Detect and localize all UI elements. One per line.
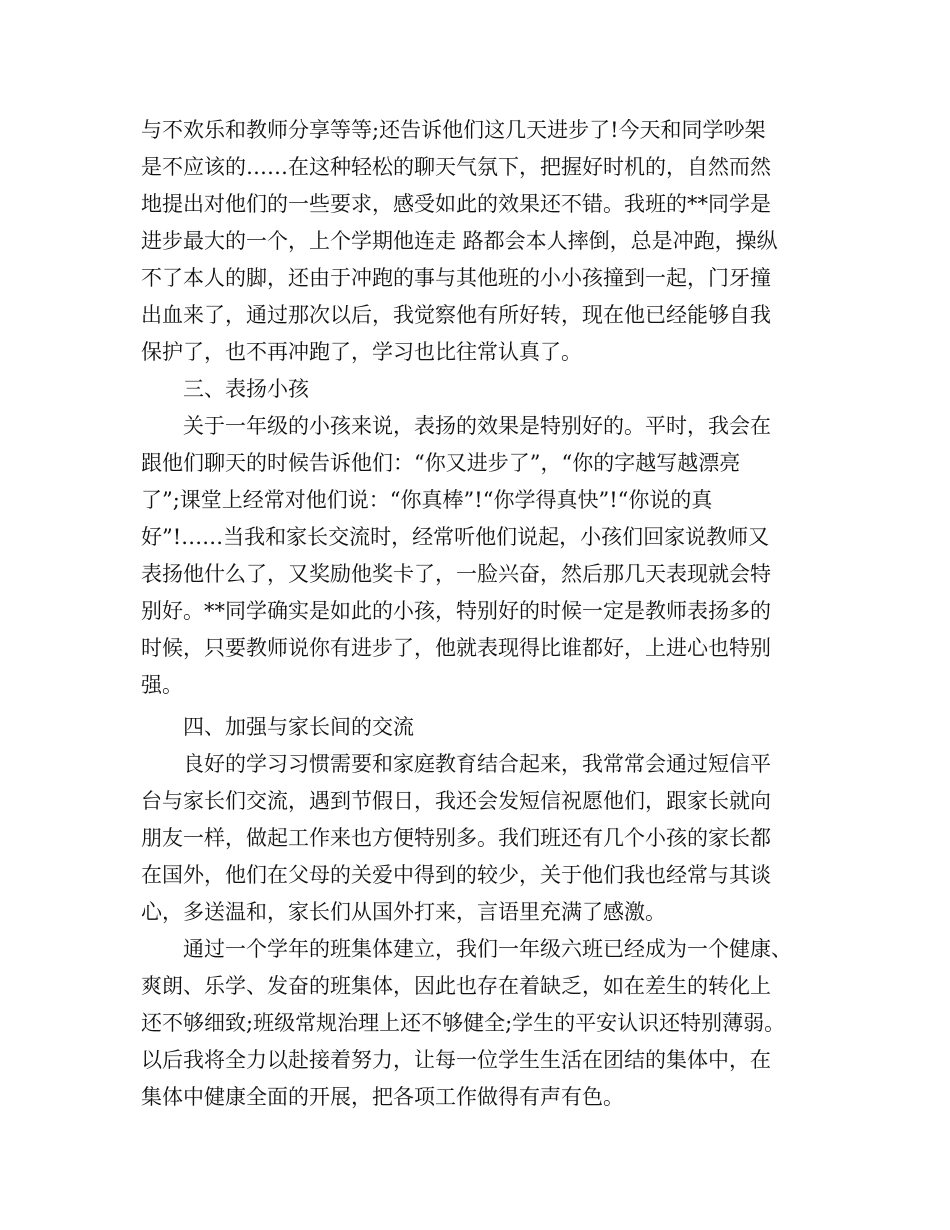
text-line: 不了本人的脚，还由于冲跑的事与其他班的小小孩撞到一起，门牙撞 [141,266,771,290]
text-line: 台与家长们交流，遇到节假日，我还会发短信祝愿他们，跟家长就向 [141,789,771,813]
text-line: 进步最大的一个，上个学期他连走 路都会本人摔倒，总是冲跑，操纵 [141,229,778,253]
text-line: 好”!……当我和家长交流时，经常听他们说起，小孩们回家说教师又 [141,525,770,549]
text-line: 强。 [141,673,183,697]
text-line: 朋友一样，做起工作来也方便特别多。我们班还有几个小孩的家长都 [141,826,771,850]
text-line: 出血来了，通过那次以后，我觉察他有所好转，现在他已经能够自我 [141,303,771,327]
text-line: 了”;课堂上经常对他们说：“你真棒”!“你学得真快”!“你说的真 [141,488,713,512]
text-line: 跟他们聊天的时候告诉他们：“你又进步了”，“你的字越写越漂亮 [141,451,741,475]
text-line: 心，多送温和，家长们从国外打来，言语里充满了感激。 [141,900,666,924]
text-line: 在国外，他们在父母的关爱中得到的较少，关于他们我也经常与其谈 [141,863,771,887]
text-line: 时候，只要教师说你有进步了，他就表现得比谁都好，上进心也特别 [141,636,771,660]
section-heading: 三、表扬小孩 [183,377,309,401]
text-line: 保护了，也不再冲跑了，学习也比往常认真了。 [141,340,582,364]
document-body [141,112,821,1116]
text-line: 别好。**同学确实是如此的小孩，特别好的时候一定是教师表扬多的 [141,599,771,623]
text-line: 通过一个学年的班集体建立，我们一年级六班已经成为一个健康、 [183,937,792,961]
text-line: 以后我将全力以赴接着努力，让每一位学生生活在团结的集体中，在 [141,1048,771,1072]
text-line: 表扬他什么了，又奖励他奖卡了，一脸兴奋，然后那几天表现就会特 [141,562,771,586]
text-line: 良好的学习习惯需要和家庭教育结合起来，我常常会通过短信平 [183,752,771,776]
section-heading: 四、加强与家长间的交流 [183,715,414,739]
text-line: 是不应该的……在这种轻松的聊天气氛下，把握好时机的，自然而然 [141,155,771,179]
text-line: 爽朗、乐学、发奋的班集体，因此也存在着缺乏，如在差生的转化上 [141,974,771,998]
text-line: 与不欢乐和教师分享等等;还告诉他们这几天进步了!今天和同学吵架 [141,118,766,142]
text-line: 关于一年级的小孩来说，表扬的效果是特别好的。平时，我会在 [183,414,771,438]
text-line: 集体中健康全面的开展，把各项工作做得有声有色。 [141,1085,624,1109]
text-line: 地提出对他们的一些要求，感受如此的效果还不错。我班的**同学是 [141,192,771,216]
text-line: 还不够细致;班级常规治理上还不够健全;学生的平安认识还特别薄弱。 [141,1011,786,1035]
